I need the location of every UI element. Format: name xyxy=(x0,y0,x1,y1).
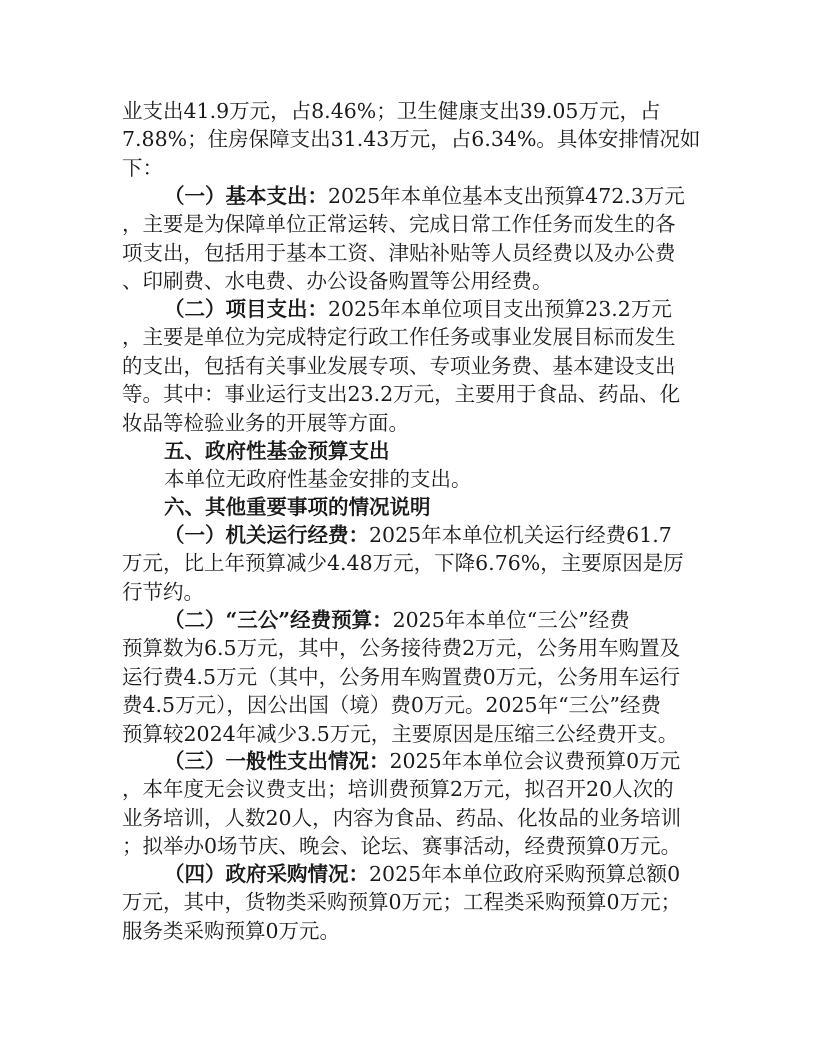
subheading-operating-cost: （一）机关运行经费： xyxy=(164,523,369,547)
text-run: 2025年本单位会议费预算0万元 xyxy=(389,749,681,773)
text-line: 万元，其中，货物类采购预算0万元；工程类采购预算0万元； xyxy=(122,890,682,915)
text-line: ；拟举办0场节庆、晚会、论坛、赛事活动，经费预算0万元。 xyxy=(122,834,682,859)
text-line: 服务类采购预算0万元。 xyxy=(122,918,341,943)
section-heading-5 xyxy=(122,437,702,465)
subheading-general-expenditure: （三）一般性支出情况： xyxy=(164,749,390,773)
text-line: 万元，比上年预算减少4.48万元，下降6.76%，主要原因是厉 xyxy=(122,551,684,576)
heading-text: 五、政府性基金预算支出 xyxy=(164,439,390,463)
text-line xyxy=(122,860,702,888)
paragraph-operating-cost xyxy=(122,521,702,606)
text-line: 业务培训，人数20人，内容为食品、药品、化妆品的业务培训 xyxy=(122,805,682,830)
text-line: 预算较2024年减少3.5万元，主要原因是压缩三公经费开支。 xyxy=(122,721,679,746)
text-line xyxy=(122,182,702,210)
text-line: ，本年度无会议费支出；培训费预算2万元，拟召开20人次的 xyxy=(122,777,674,802)
heading-text: 六、其他重要事项的情况说明 xyxy=(164,495,431,519)
paragraph-basic-expenditure xyxy=(122,182,702,296)
text-line: 费4.5万元），因公出国（境）费0万元。2025年“三公”经费 xyxy=(122,693,662,718)
text-run: 2025年本单位基本支出预算472.3万元 xyxy=(328,184,685,208)
text-line: 本单位无政府性基金安排的支出。 xyxy=(164,467,472,491)
subheading-project-expenditure: （二）项目支出： xyxy=(164,297,328,321)
text-line: 的支出，包括有关事业发展专项、专项业务费、基本建设支出 xyxy=(122,353,676,378)
text-line: 下： xyxy=(122,155,163,180)
paragraph-expenditure-breakdown xyxy=(122,97,702,182)
text-line xyxy=(122,747,702,775)
text-run: 2025年本单位机关运行经费61.7 xyxy=(369,523,672,547)
subheading-basic-expenditure: （一）基本支出： xyxy=(164,184,328,208)
text-run: 2025年本单位“三公”经费 xyxy=(392,608,630,632)
subheading-procurement: （四）政府采购情况： xyxy=(164,862,369,886)
paragraph-procurement xyxy=(122,860,702,945)
text-line: 行节约。 xyxy=(122,579,204,604)
text-line: 业支出41.9万元，占8.46%；卫生健康支出39.05万元，占 xyxy=(122,99,661,123)
text-run: 2025年本单位政府采购预算总额0 xyxy=(369,862,681,886)
subheading-three-public: （二）“三公”经费预算： xyxy=(164,608,393,632)
text-line xyxy=(122,606,702,634)
section-heading-6 xyxy=(122,493,702,521)
paragraph-no-fund xyxy=(122,465,702,493)
text-line: 7.88%；住房保障支出31.43万元，占6.34%。具体安排情况如 xyxy=(122,127,701,152)
text-line: 妆品等检验业务的开展等方面。 xyxy=(122,410,409,435)
paragraph-project-expenditure xyxy=(122,295,702,437)
text-line: ，主要是为保障单位正常运转、完成日常工作任务而发生的各 xyxy=(122,212,676,237)
paragraph-general-expenditure xyxy=(122,747,702,861)
text-line: 运行费4.5万元（其中，公务用车购置费0万元，公务用车运行 xyxy=(122,664,681,689)
text-run: 2025年本单位项目支出预算23.2万元 xyxy=(328,297,672,321)
text-line: 项支出，包括用于基本工资、津贴补贴等人员经费以及办公费 xyxy=(122,240,676,265)
text-line xyxy=(122,521,702,549)
text-line: 预算数为6.5万元，其中，公务接待费2万元，公务用车购置及 xyxy=(122,636,681,661)
text-line: 、印刷费、水电费、办公设备购置等公用经费。 xyxy=(122,269,553,294)
text-line: 等。其中：事业运行支出23.2万元，主要用于食品、药品、化 xyxy=(122,382,681,407)
text-line: ，主要是单位为完成特定行政工作任务或事业发展目标而发生 xyxy=(122,325,676,350)
paragraph-three-public xyxy=(122,606,702,748)
text-line xyxy=(122,295,702,323)
